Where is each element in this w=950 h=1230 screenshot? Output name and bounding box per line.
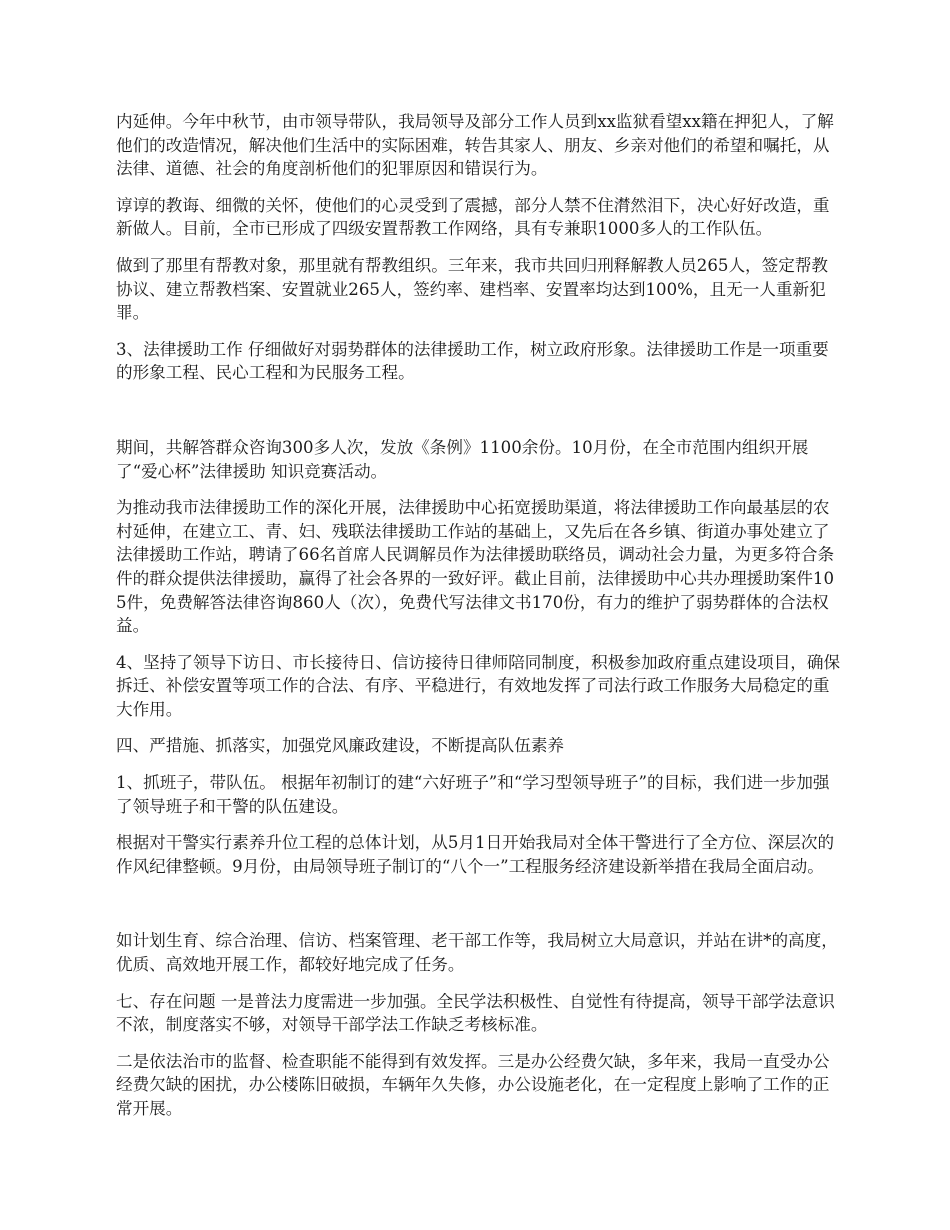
section-gap: [116, 398, 842, 436]
paragraph: 1、抓班子，带队伍。 根据年初制订的建“六好班子”和“学习型领导班子”的目标，我们进一步加强了领导班子和干警的队伍建设。: [116, 773, 830, 816]
paragraph: 4、坚持了领导下访日、市长接待日、信访接待日律师陪同制度，积极参加政府重点建设项目，确保拆迁、补偿安置等项工作的合法、有序、平稳进行，有效地发挥了司法行政工作服务大局稳定的重大作用。: [116, 652, 841, 719]
paragraph: 根据对干警实行素养升位工程的总体计划，从5月1日开始我局对全体干警进行了全方位、深层次的作风纪律整顿。9月份，由局领导班子制订的“八个一”工程服务经济建设新举措在我局全面启动。: [116, 833, 835, 876]
paragraph: 为推动我市法律援助工作的深化开展，法律援助中心拓宽援助渠道，将法律援助工作向最基层的农村延伸，在建立工、青、妇、残联法律援助工作站的基础上，又先后在各乡镇、街道办事处建立了法律援助工作站，聘请了66名首席人民调解员作为法律援助联络员，调动社会力量，为更多符合条件的群众提供法律援助，赢得了社会各界的一致好评。截止目前，法律援助中心共办理援助案件105件，免费解答法律咨询860人（次），免费代写法律文书170份，有力的维护了弱势群体的合法权益。: [116, 498, 835, 636]
paragraph: 谆谆的教诲、细微的关怀，使他们的心灵受到了震撼，部分人禁不住潸然泪下，决心好好改造，重新做人。目前，全市已形成了四级安置帮教工作网络，具有专兼职1000多人的工作队伍。: [116, 195, 830, 239]
section-gap: [116, 891, 842, 929]
document-body: [116, 110, 842, 1134]
paragraph: 二是依法治市的监督、检查职能不能得到有效发挥。三是办公经费欠缺，多年来，我局一直受办公经费欠缺的困扰，办公楼陈旧破损，车辆年久失修，办公设施老化，在一定程度上影响了工作的正常开展。: [116, 1051, 830, 1118]
section-heading: 四、严措施、抓落实，加强党风廉政建设，不断提高队伍素养: [116, 736, 565, 756]
paragraph: 如计划生育、综合治理、信访、档案管理、老干部工作等，我局树立大局意识，并站在讲*的高度，优质、高效地开展工作，都较好地完成了任务。: [116, 931, 838, 975]
paragraph: 做到了那里有帮教对象，那里就有帮教组织。三年来，我市共回归刑释解教人员265人，签定帮教协议、建立帮教档案、安置就业265人，签约率、建档率、安置率均达到100%，且无一人重新犯罪。: [116, 255, 829, 323]
paragraph: 内延伸。今年中秋节，由市领导带队，我局领导及部分工作人员到xx监狱看望xx籍在押犯人，了解他们的改造情况，解决他们生活中的实际困难，转告其家人、朋友、乡亲对他们的希望和嘱托，从法律、道德、社会的角度剖析他们的犯罪原因和错误行为。: [116, 112, 834, 179]
paragraph: 3、法律援助工作 仔细做好对弱势群体的法律援助工作，树立政府形象。法律援助工作是一项重要的形象工程、民心工程和为民服务工程。: [116, 339, 829, 383]
paragraph: 七、存在问题 一是普法力度需进一步加强。全民学法积极性、自觉性有待提高，领导干部学法意识不浓，制度落实不够，对领导干部学法工作缺乏考核标准。: [116, 991, 835, 1035]
paragraph: 期间，共解答群众咨询300多人次，发放《条例》1100余份。10月份，在全市范围内组织开展了“爱心杯”法律援助 知识竞赛活动。: [116, 437, 809, 481]
